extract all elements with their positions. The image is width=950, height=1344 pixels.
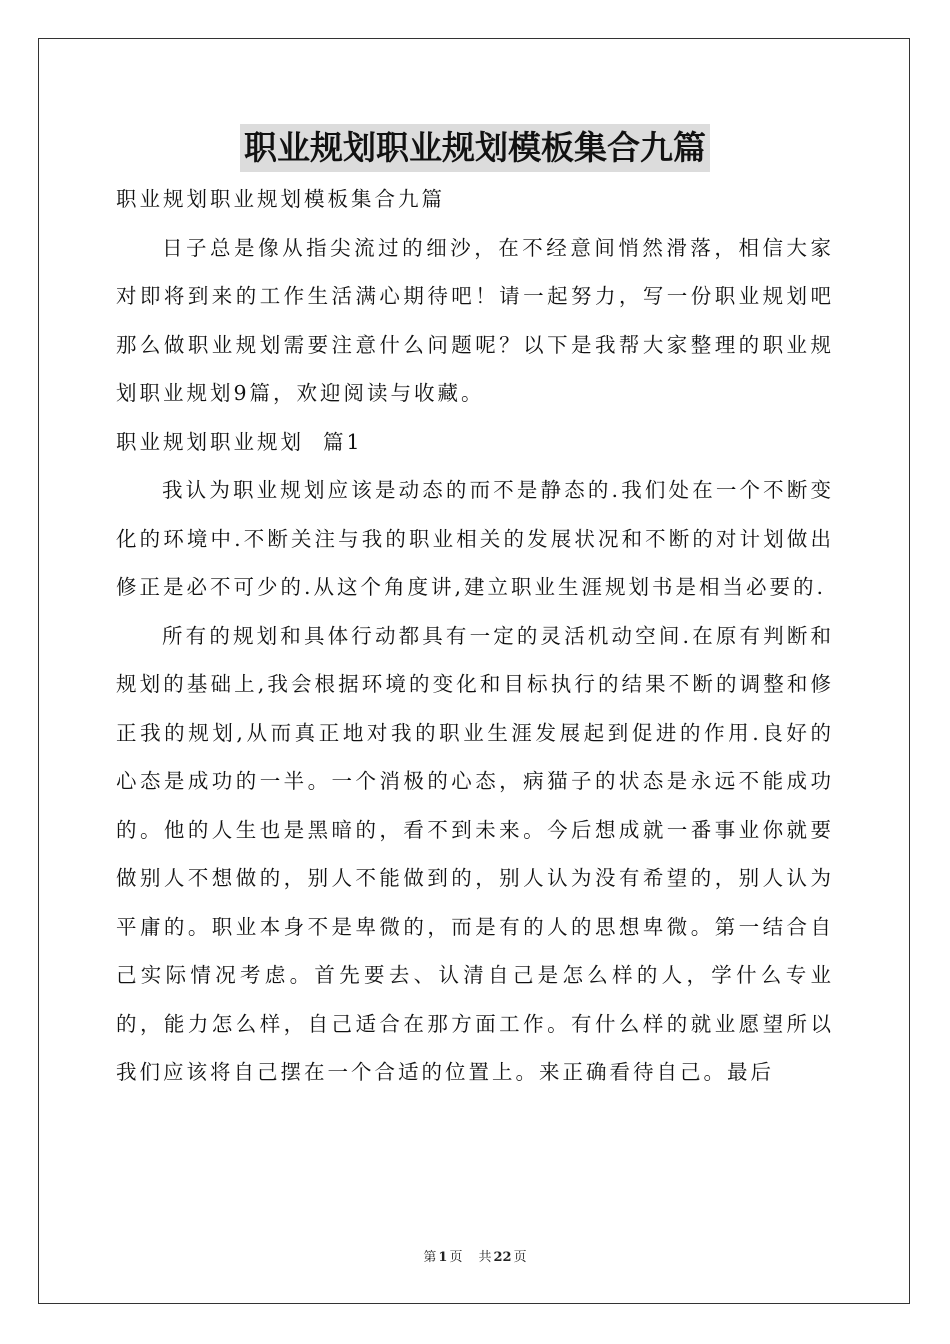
total-page-number: 22	[493, 1250, 512, 1265]
total-suffix: 页	[513, 1250, 527, 1265]
intro-paragraph: 日子总是像从指尖流过的细沙，在不经意间悄然滑落，相信大家对即将到来的工作生活满心期待吧！请一起努力，写一份职业规划吧那么做职业规划需要注意什么问题呢？以下是我帮大家整理的职业规划职业规划9篇，欢迎阅读与收藏。	[116, 235, 834, 405]
document-title: 职业规划职业规划模板集合九篇	[240, 124, 710, 172]
page-prefix: 第	[423, 1250, 437, 1265]
document-subtitle: 职业规划职业规划模板集合九篇	[116, 187, 445, 211]
title-container	[0, 124, 950, 172]
section-paragraph-2: 所有的规划和具体行动都具有一定的灵活机动空间.在原有判断和规划的基础上,我会根据环境的变化和目标执行的结果不断的调整和修正我的规划,从而真正地对我的职业生涯发展起到促进的作用.良好的心态是成功的一半。一个消极的心态，病猫子的状态是永远不能成功的。他的人生也是黑暗的，看不到未来。今后想成就一番事业你就要做别人不想做的，别人不能做到的，别人认为没有希望的，别人认为平庸的。职业本身不是卑微的，而是有的人的思想卑微。第一结合自己实际情况考虑。首先要去、认清自己是怎么样的人，学什么专业的，能力怎么样，自己适合在那方面工作。有什么样的就业愿望所以我们应该将自己摆在一个合适的位置上。来正确看待自己。最后	[116, 623, 834, 1084]
section-paragraph-1: 我认为职业规划应该是动态的而不是静态的.我们处在一个不断变化的环境中.不断关注与我的职业相关的发展状况和不断的对计划做出修正是必不可少的.从这个角度讲,建立职业生涯规划书是相当必要的.	[116, 478, 834, 599]
document-body	[116, 175, 834, 1097]
total-prefix: 共	[478, 1250, 492, 1265]
page-footer	[0, 1246, 950, 1265]
current-page-number: 1	[438, 1250, 448, 1265]
page-suffix: 页	[449, 1250, 463, 1265]
section-heading: 职业规划职业规划 篇1	[116, 429, 363, 454]
